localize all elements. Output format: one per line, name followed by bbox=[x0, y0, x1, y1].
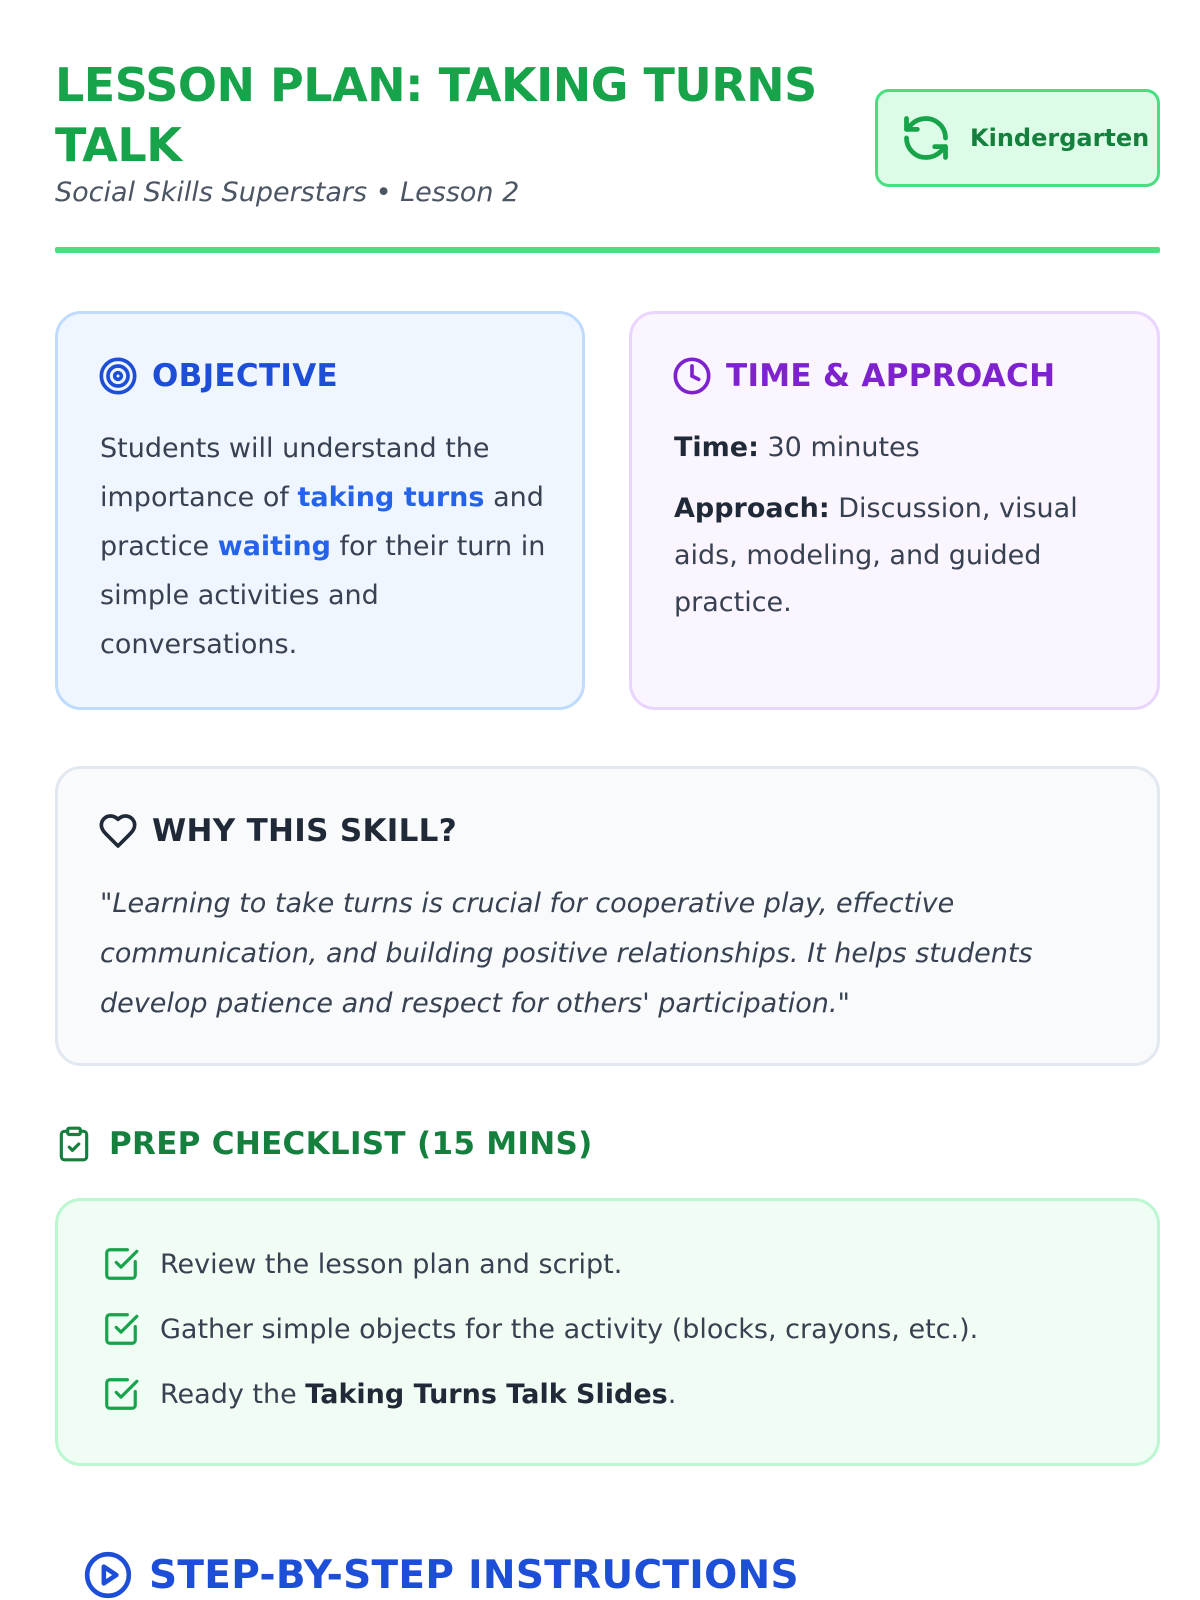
time-approach-card bbox=[629, 311, 1160, 710]
objective-text-part: for their turn in simple activities and conversations. bbox=[100, 531, 546, 660]
grade-level-badge[interactable] bbox=[875, 89, 1160, 187]
page-subtitle: Social Skills Superstars • Lesson 2 bbox=[55, 177, 520, 208]
page-header bbox=[55, 55, 1160, 255]
time-label: Time: bbox=[674, 432, 759, 463]
prep-checklist bbox=[55, 1198, 1160, 1466]
objective-text bbox=[100, 424, 560, 669]
objective-heading bbox=[98, 356, 338, 396]
checked-box-icon[interactable] bbox=[102, 1245, 140, 1283]
approach-line bbox=[674, 485, 1114, 626]
time-value: 30 minutes bbox=[758, 432, 920, 463]
prep-checklist-heading bbox=[55, 1124, 593, 1164]
approach-value: Discussion, visual aids, modeling, and guided practice. bbox=[674, 493, 1078, 618]
checked-box-icon[interactable] bbox=[102, 1375, 140, 1413]
approach-label: Approach: bbox=[674, 493, 830, 524]
step-by-step-heading-label: STEP-BY-STEP INSTRUCTIONS bbox=[149, 1552, 799, 1598]
objective-text-part: Students will understand the importance of bbox=[100, 433, 490, 513]
checklist-item-prefix: Ready the bbox=[160, 1378, 306, 1410]
objective-text-part: and practice bbox=[100, 482, 544, 562]
slides-resource-name: Taking Turns Talk Slides bbox=[305, 1378, 668, 1410]
objective-heading-label: OBJECTIVE bbox=[152, 358, 338, 394]
why-quote: "Learning to take turns is crucial for cooperative play, effective communication, and building positive relationships. It helps students develop patience and respect for others' participation." bbox=[100, 888, 1033, 1019]
objective-card bbox=[55, 311, 585, 710]
why-this-skill-card bbox=[55, 766, 1160, 1066]
checklist-item[interactable] bbox=[102, 1245, 622, 1283]
objective-highlight-waiting: waiting bbox=[217, 531, 331, 562]
why-heading bbox=[98, 811, 457, 851]
step-by-step-heading bbox=[83, 1550, 799, 1600]
checked-box-icon[interactable] bbox=[102, 1310, 140, 1348]
time-approach-heading bbox=[672, 356, 1055, 396]
why-heading-label: WHY THIS SKILL? bbox=[152, 813, 457, 849]
checklist-item-text bbox=[160, 1379, 676, 1410]
clipboard-check-icon bbox=[55, 1124, 93, 1164]
checklist-item-suffix: . bbox=[667, 1378, 677, 1410]
refresh-icon bbox=[900, 112, 952, 164]
grade-level-label: Kindergarten bbox=[970, 124, 1150, 152]
checklist-item[interactable] bbox=[102, 1375, 676, 1413]
clock-icon bbox=[672, 356, 712, 396]
time-line bbox=[674, 424, 1114, 471]
checklist-item[interactable] bbox=[102, 1310, 978, 1348]
play-circle-icon bbox=[83, 1550, 133, 1600]
header-divider bbox=[55, 247, 1160, 253]
checklist-item-text: Review the lesson plan and script. bbox=[160, 1248, 623, 1280]
time-approach-body bbox=[674, 424, 1114, 640]
checklist-item-text: Gather simple objects for the activity (blocks, crayons, etc.). bbox=[160, 1313, 979, 1345]
prep-checklist-heading-label: PREP CHECKLIST (15 MINS) bbox=[109, 1126, 593, 1162]
page-title: LESSON PLAN: TAKING TURNS TALK bbox=[55, 58, 817, 172]
heart-icon bbox=[98, 811, 138, 851]
time-approach-heading-label: TIME & APPROACH bbox=[726, 358, 1056, 394]
target-icon bbox=[98, 356, 138, 396]
objective-highlight-taking-turns: taking turns bbox=[297, 482, 485, 513]
